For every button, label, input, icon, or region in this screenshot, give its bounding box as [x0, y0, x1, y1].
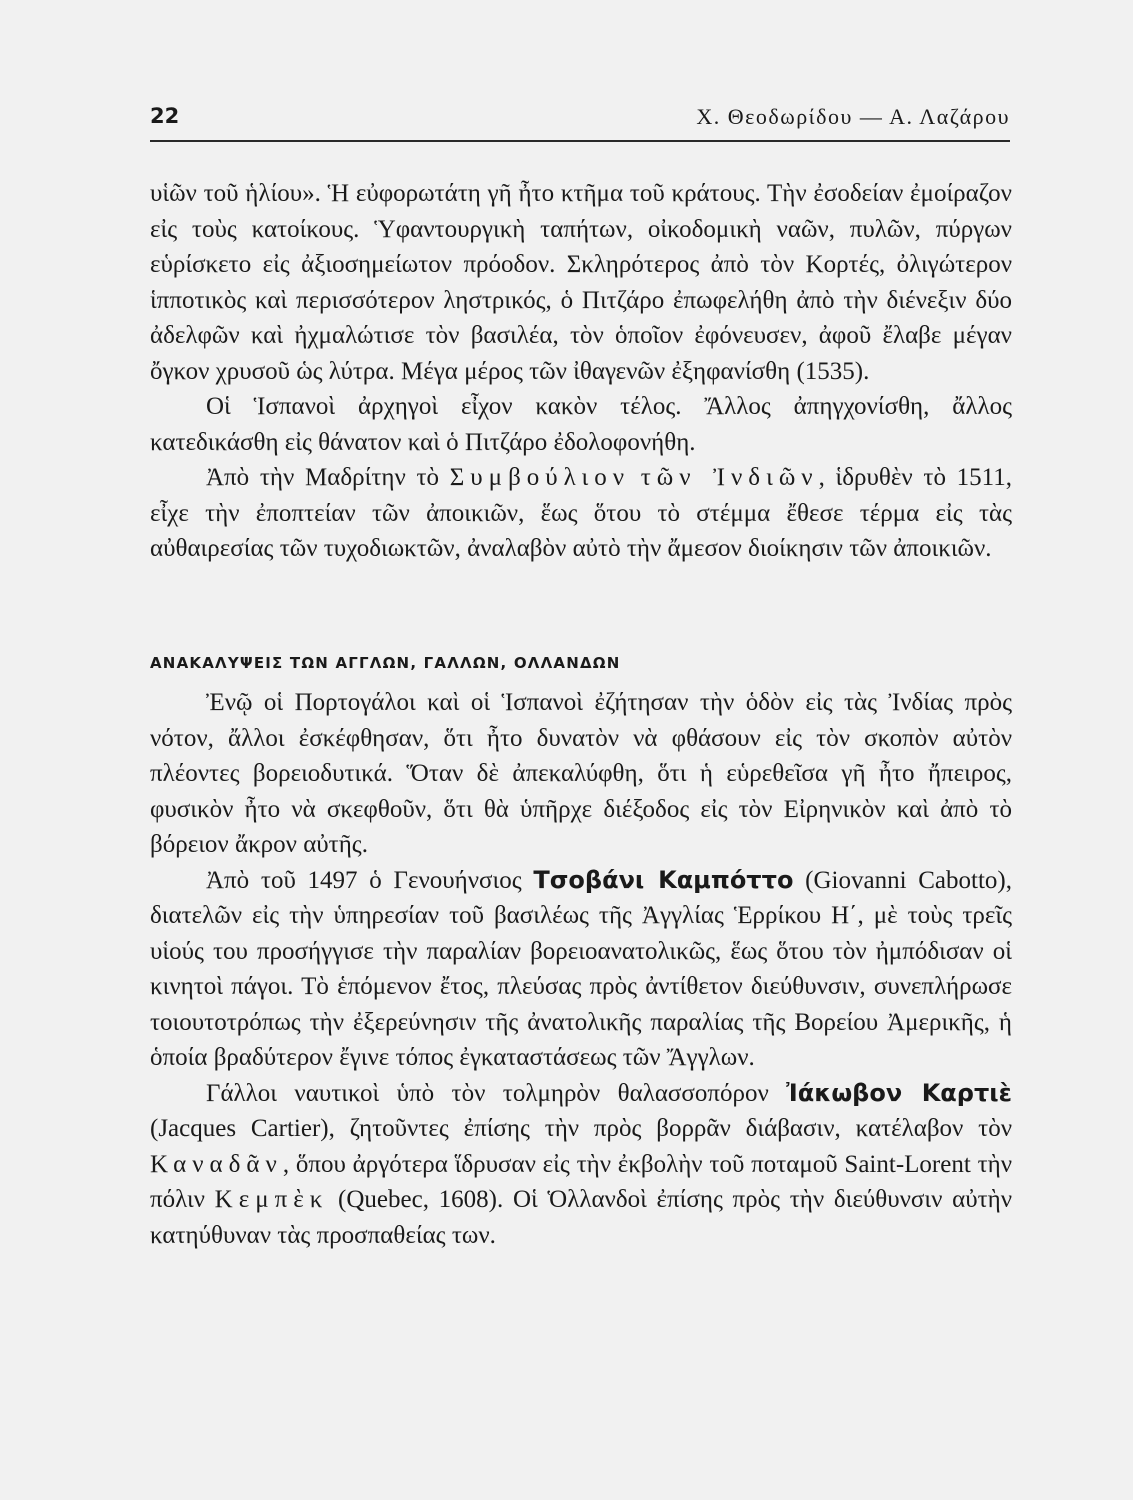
text-run: Ἀπὸ τοῦ 1497 ὁ Γενουήνσιος: [206, 866, 534, 894]
text-run: , ἱδρυθὲν τὸ 1511, εἶχε τὴν ἐποπτείαν τῶν ἀποικιῶν, ἕως ὅτου τὸ στέμμα ἔθεσε τέρμα εἰς τὰς αὐθαιρεσίας τῶν τυχοδιωκτῶν, ἀναλαβὸν αὐτὸ τὴν ἄμεσον διοίκησιν τῶν ἀποικιῶν.: [150, 464, 1012, 562]
text-run: (Jacques Cartier), ζητοῦντες ἐπίσης τὴν πρὸς βορρᾶν διάβασιν, κατέλαβον τὸν: [150, 1115, 1012, 1142]
text-block-top: [150, 176, 1012, 567]
text-run: (Quebec, 1608). Οἱ Ὁλλανδοὶ ἐπίσης πρὸς τὴν διεύθυνσιν αὐτὴν κατηύθυναν τὰς προσπαθείας των.: [150, 1186, 1012, 1249]
section-heading: ΑΝΑΚΑΛΥΨΕΙΣ ΤΩΝ ΑΓΓΛΩΝ, ΓΑΛΛΩΝ, ΟΛΛΑΝΔΩΝ: [150, 654, 621, 672]
paragraph: [150, 460, 1012, 567]
paragraph: Οἱ Ἱσπανοὶ ἀρχηγοὶ εἶχον κακὸν τέλος. Ἄλλος ἀπηγχονίσθη, ἄλλος κατεδικάσθη εἰς θάνατον καὶ ὁ Πιτζάρο ἐδολοφονήθη.: [150, 393, 1012, 456]
paragraph: Ἐνῷ οἱ Πορτογάλοι καὶ οἱ Ἱσπανοὶ ἐζήτησαν τὴν ὁδὸν εἰς τὰς Ἰνδίας πρὸς νότον, ἄλλοι ἐσκέφθησαν, ὅτι ἦτο δυνατὸν νὰ φθάσουν εἰς τὸν σκοπὸν αὐτὸν πλέοντες βορειοδυτικά. Ὅταν δὲ ἀπεκαλύφθη, ὅτι ἡ εὑρεθεῖσα γῆ ἦτο ἤπειρος, φυσικὸν ἦτο νὰ σκεφθοῦν, ὅτι θὰ ὑπῆρχε διέξοδος εἰς τὸν Εἰρηνικὸν καὶ ἀπὸ τὸ βόρειον ἄκρον αὐτῆς.: [150, 689, 1012, 858]
bold-name: Ἰάκωβον Καρτιὲ: [786, 1078, 1012, 1107]
emphasized-term: τῶν Ἰνδιῶν: [640, 464, 819, 491]
emphasized-term: Συμβούλιον: [449, 464, 631, 491]
page-number: 22: [150, 104, 180, 128]
text-run: [630, 464, 641, 491]
emphasized-term: Καναδᾶν: [150, 1150, 283, 1178]
page-header: [150, 100, 1010, 142]
text-block-bottom: [150, 685, 1012, 1253]
paragraph: [150, 863, 1012, 1076]
paragraph: υἱῶν τοῦ ἡλίου». Ἡ εὐφορωτάτη γῆ ἦτο κτῆμα τοῦ κράτους. Τὴν ἐσοδείαν ἐμοίραζον εἰς τοὺς κατοίκους. Ὑφαντουργικὴ ταπήτων, οἰκοδομικὴ ναῶν, πυλῶν, πύργων εὑρίσκετο εἰς ἀξιοσημείωτον πρόοδον. Σκληρότερος ἀπὸ τὸν Κορτές, ὀλιγώτερον ἱπποτικὸς καὶ περισσότερον ληστρικός, ὁ Πιτζάρο ἐπωφελήθη ἀπὸ τὴν διένεξιν δύο ἀδελφῶν καὶ ἠχμαλώτισε τὸν βασιλέα, τὸν ὁποῖον ἐφόνευσεν, ἀφοῦ ἔλαβε μέγαν ὄγκον χρυσοῦ ὡς λύτρα. Μέγα μέρος τῶν ἰθαγενῶν ἐξηφανίσθη (1535).: [150, 180, 1012, 385]
paragraph: [150, 1076, 1012, 1254]
text-run: , ὅπου ἀργότερα ἵδρυσαν εἰς τὴν ἐκβολὴν τοῦ ποταμοῦ Saint-Lorent τὴν πόλιν: [150, 1150, 1012, 1213]
running-head: Χ. Θεοδωρίδου — Α. Λαζάρου: [696, 104, 1010, 129]
text-run: Ἀπὸ τὴν Μαδρίτην τὸ: [206, 464, 450, 491]
bold-name: Τσοβάνι Καμπόττο: [533, 865, 794, 894]
text-run: Γάλλοι ναυτικοὶ ὑπὸ τὸν τολμηρὸν θαλασσοπόρον: [206, 1079, 787, 1107]
text-run: (Giovanni Cabotto), διατελῶν εἰς τὴν ὑπηρεσίαν τοῦ βασιλέως τῆς Ἀγγλίας Ἑρρίκου Η΄, μὲ τοὺς τρεῖς υἱούς του προσήγγισε τὴν παραλίαν βορειοανατολικῶς, ἕως ὅτου τὸν ἠμπόδισαν οἱ κινητοὶ πάγοι. Τὸ ἑπόμενον ἔτος, πλεύσας πρὸς ἀντίθετον διεύθυνσιν, συνεπλήρωσε τοιουτοτρόπως τὴν ἐξερεύνησιν τῆς ἀνατολικῆς παραλίας τῆς Βορείου Ἀμερικῆς, ἡ ὁποία βραδύτερον ἔγινε τόπος ἐγκαταστάσεως τῶν Ἄγγλων.: [150, 866, 1012, 1071]
emphasized-term: Κεμπὲκ: [214, 1186, 329, 1213]
